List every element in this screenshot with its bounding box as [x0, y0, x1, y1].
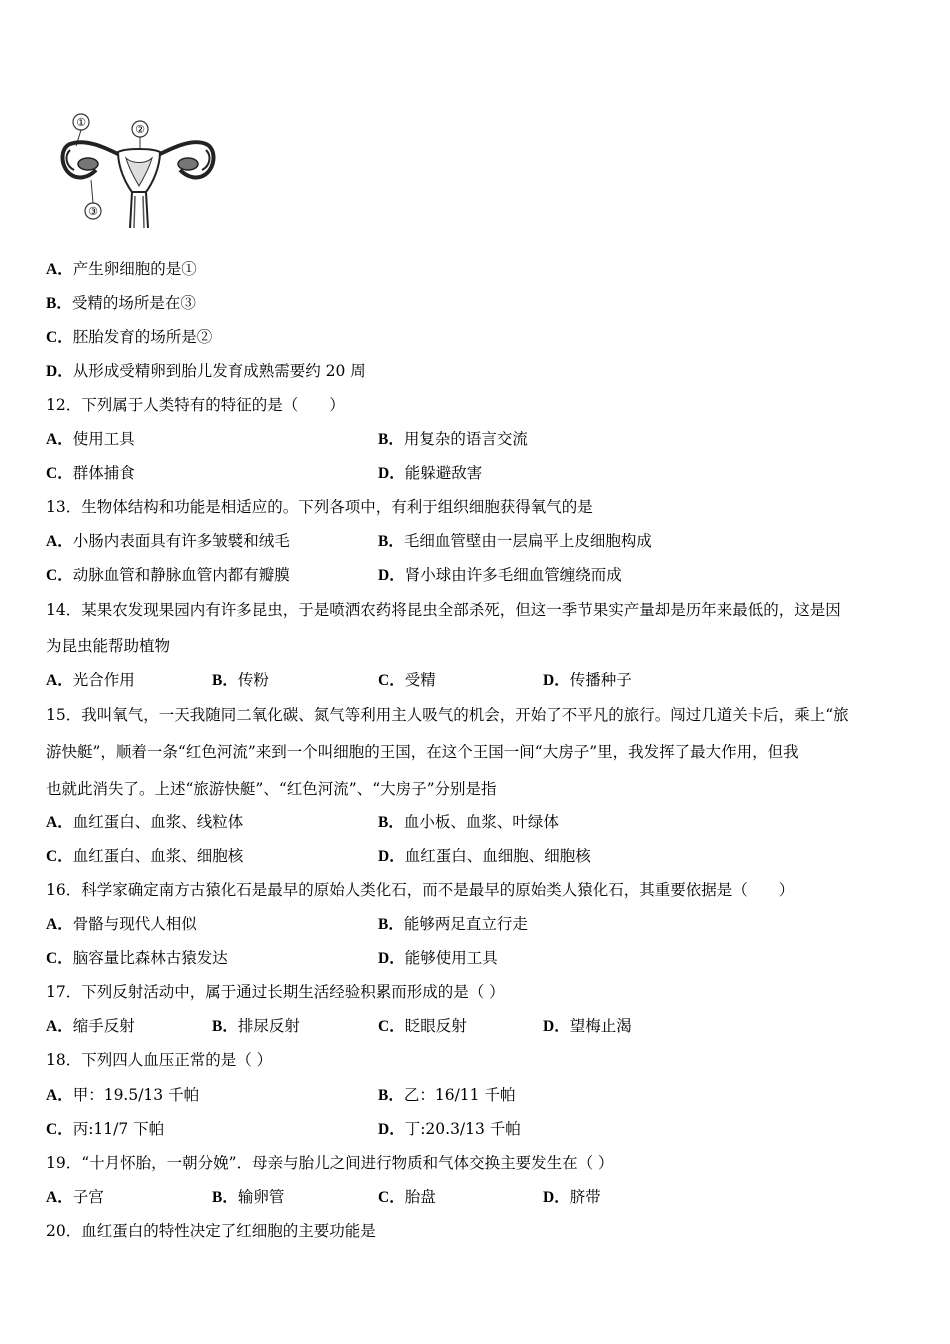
q15-stem-line2: 游快艇”，顺着一条“红色河流”来到一个叫细胞的王国，在这个王国一间“大房子”里，我发挥了最大作用，但我: [46, 743, 799, 761]
q19-option-c[interactable]: C．胎盘: [378, 1188, 436, 1206]
q15-option-a[interactable]: A．血红蛋白、血浆、线粒体: [46, 813, 244, 831]
q12-option-a[interactable]: A．使用工具: [46, 430, 135, 448]
q16-option-d[interactable]: D．能够使用工具: [378, 949, 498, 967]
q12-stem: 12．下列属于人类特有的特征的是（ ）: [46, 396, 345, 414]
marker-1: [73, 114, 89, 130]
q15-stem-line1: 15．我叫氧气，一天我随同二氧化碳、氮气等利用主人吸气的机会，开始了不平凡的旅行。闯过几道关卡后，乘上“旅: [46, 706, 849, 724]
q17-stem: 17．下列反射活动中，属于通过长期生活经验积累而形成的是（ ）: [46, 983, 505, 1001]
q12-option-b[interactable]: B．用复杂的语言交流: [378, 430, 528, 448]
q15-option-d[interactable]: D．血红蛋白、血细胞、细胞核: [378, 847, 591, 865]
q19-option-d[interactable]: D．脐带: [543, 1188, 601, 1206]
q18-stem: 18．下列四人血压正常的是（ ）: [46, 1051, 273, 1069]
q15-stem-line3: 也就此消失了。上述“旅游快艇”、“红色河流”、“大房子”分别是指: [46, 780, 497, 798]
q13-option-c[interactable]: C．动脉血管和静脉血管内都有瓣膜: [46, 566, 290, 584]
svg-text:①: ①: [76, 116, 86, 129]
q18-option-b[interactable]: B．乙：16/11 千帕: [378, 1086, 516, 1104]
vagina: [130, 192, 148, 228]
q17-option-a[interactable]: A．缩手反射: [46, 1017, 135, 1035]
q17-option-b[interactable]: B．排尿反射: [212, 1017, 300, 1035]
q16-option-b[interactable]: B．能够两足直立行走: [378, 915, 528, 933]
left-ovary: [78, 158, 98, 170]
q18-option-a[interactable]: A．甲：19.5/13 千帕: [46, 1086, 200, 1104]
q14-stem-line2: 为昆虫能帮助植物: [46, 637, 171, 655]
q13-option-d[interactable]: D．肾小球由许多毛细血管缠绕而成: [378, 566, 622, 584]
q14-stem-line1: 14．某果农发现果园内有许多昆虫，于是喷洒农药将昆虫全部杀死，但这一季节果实产量却是历年来最低的，这是因: [46, 601, 841, 619]
q11-option-b[interactable]: B．受精的场所是在③: [46, 294, 196, 312]
q14-option-d[interactable]: D．传播种子: [543, 671, 632, 689]
svg-text:③: ③: [88, 205, 98, 218]
q18-option-d[interactable]: D．丁:20.3/13 千帕: [378, 1120, 521, 1138]
q14-option-b[interactable]: B．传粉: [212, 671, 269, 689]
q12-option-c[interactable]: C．群体捕食: [46, 464, 135, 482]
right-ovary: [178, 158, 198, 170]
marker-3: [85, 203, 101, 219]
q13-option-a[interactable]: A．小肠内表面具有许多皱襞和绒毛: [46, 532, 290, 550]
q16-stem: 16．科学家确定南方古猿化石是最早的原始人类化石，而不是最早的原始类人猿化石，其重要依据是（ ）: [46, 881, 795, 899]
q11-option-c[interactable]: C．胚胎发育的场所是②: [46, 328, 213, 346]
q19-option-b[interactable]: B．输卵管: [212, 1188, 285, 1206]
q11-option-a[interactable]: A．产生卵细胞的是①: [46, 260, 197, 278]
q20-stem: 20．血红蛋白的特性决定了红细胞的主要功能是: [46, 1222, 376, 1240]
q16-option-a[interactable]: A．骨骼与现代人相似: [46, 915, 197, 933]
q14-option-a[interactable]: A．光合作用: [46, 671, 135, 689]
q16-option-c[interactable]: C．脑容量比森林古猿发达: [46, 949, 228, 967]
q15-option-c[interactable]: C．血红蛋白、血浆、细胞核: [46, 847, 244, 865]
q15-option-b[interactable]: B．血小板、血浆、叶绿体: [378, 813, 559, 831]
q12-option-d[interactable]: D．能躲避敌害: [378, 464, 483, 482]
q19-stem: 19．“十月怀胎，一朝分娩”．母亲与胎儿之间进行物质和气体交换主要发生在（ ）: [46, 1154, 614, 1172]
q17-option-d[interactable]: D．望梅止渴: [543, 1017, 632, 1035]
marker-2: [132, 121, 148, 137]
q19-option-a[interactable]: A．子宫: [46, 1188, 104, 1206]
q18-option-c[interactable]: C．丙:11/7 下帕: [46, 1120, 165, 1138]
q14-option-c[interactable]: C．受精: [378, 671, 436, 689]
svg-text:②: ②: [135, 123, 145, 136]
q13-option-b[interactable]: B．毛细血管壁由一层扁平上皮细胞构成: [378, 532, 652, 550]
q17-option-c[interactable]: C．眨眼反射: [378, 1017, 467, 1035]
q11-option-d[interactable]: D．从形成受精卵到胎儿发育成熟需要约 20 周: [46, 362, 366, 380]
q13-stem: 13．生物体结构和功能是相适应的。下列各项中，有利于组织细胞获得氧气的是: [46, 498, 593, 516]
reproductive-system-diagram: [56, 108, 220, 232]
